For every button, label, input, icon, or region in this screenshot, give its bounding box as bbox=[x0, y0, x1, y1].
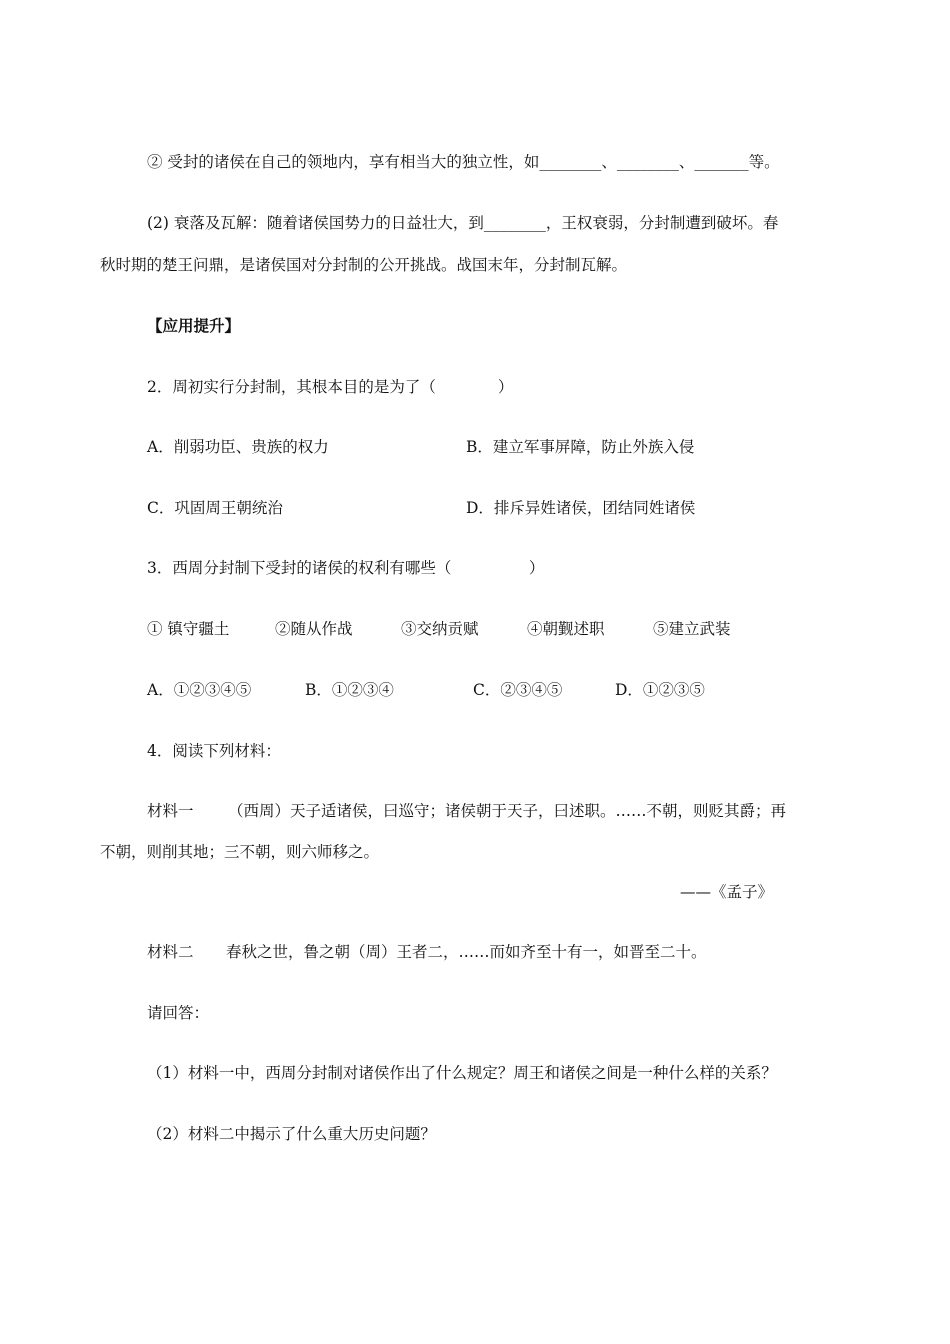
question-3-item-5: ⑤建立武装 bbox=[653, 620, 731, 638]
question-2-option-d: D．排斥异姓诸侯，团结同姓诸侯 bbox=[466, 499, 696, 517]
section-title: 【应用提升】 bbox=[147, 316, 241, 335]
question-2-option-b: B．建立军事屏障，防止外族入侵 bbox=[466, 438, 695, 456]
paragraph-decline-line2: 秋时期的楚王问鼎，是诸侯国对分封制的公开挑战。战国末年，分封制瓦解。 bbox=[100, 256, 628, 274]
question-3-option-d: D．①②③⑤ bbox=[615, 681, 705, 699]
material-1-source: ——《孟子》 bbox=[680, 883, 774, 901]
question-4-stem: 4．阅读下列材料： bbox=[147, 742, 281, 760]
material-1-label: 材料一 bbox=[147, 802, 194, 820]
question-3-option-a: A．①②③④⑤ bbox=[147, 681, 252, 699]
paragraph-decline-line1: (2) 衰落及瓦解：随着诸侯国势力的日益壮大，到________，王权衰弱，分封制遭到破坏。春 bbox=[147, 214, 779, 232]
question-3-item-2: ②随从作战 bbox=[275, 620, 353, 638]
material-2-text: 春秋之世，鲁之朝（周）王者二，……而如齐至十有一，如晋至二十。 bbox=[226, 943, 707, 961]
question-3-item-4: ④朝觐述职 bbox=[527, 620, 605, 638]
subquestion-1: （1）材料一中，西周分封制对诸侯作出了什么规定？周王和诸侯之间是一种什么样的关系？ bbox=[147, 1064, 777, 1082]
question-2-option-a: A．削弱功臣、贵族的权力 bbox=[147, 438, 329, 456]
question-3-item-1: ① 镇守疆土 bbox=[147, 620, 230, 638]
question-2-stem: 2．周初实行分封制，其根本目的是为了（ ） bbox=[147, 378, 514, 396]
question-3-option-c: C．②③④⑤ bbox=[473, 681, 563, 699]
paragraph-independence: ② 受封的诸侯在自己的领地内，享有相当大的独立性，如________、________、_______等。 bbox=[147, 153, 780, 171]
question-2-option-c: C．巩固周王朝统治 bbox=[147, 499, 283, 517]
answer-prompt: 请回答： bbox=[147, 1004, 210, 1022]
question-3-item-3: ③交纳贡赋 bbox=[401, 620, 479, 638]
material-2-label: 材料二 bbox=[147, 943, 194, 961]
question-3-option-b: B．①②③④ bbox=[305, 681, 394, 699]
subquestion-2: （2）材料二中揭示了什么重大历史问题？ bbox=[147, 1125, 436, 1143]
question-3-stem: 3．西周分封制下受封的诸侯的权利有哪些（ ） bbox=[147, 559, 545, 577]
material-1-line1: （西周）天子适诸侯，曰巡守；诸侯朝于天子，曰述职。……不朝，则贬其爵；再 bbox=[228, 802, 787, 820]
material-1-line2: 不朝，则削其地；三不朝，则六师移之。 bbox=[100, 843, 380, 861]
